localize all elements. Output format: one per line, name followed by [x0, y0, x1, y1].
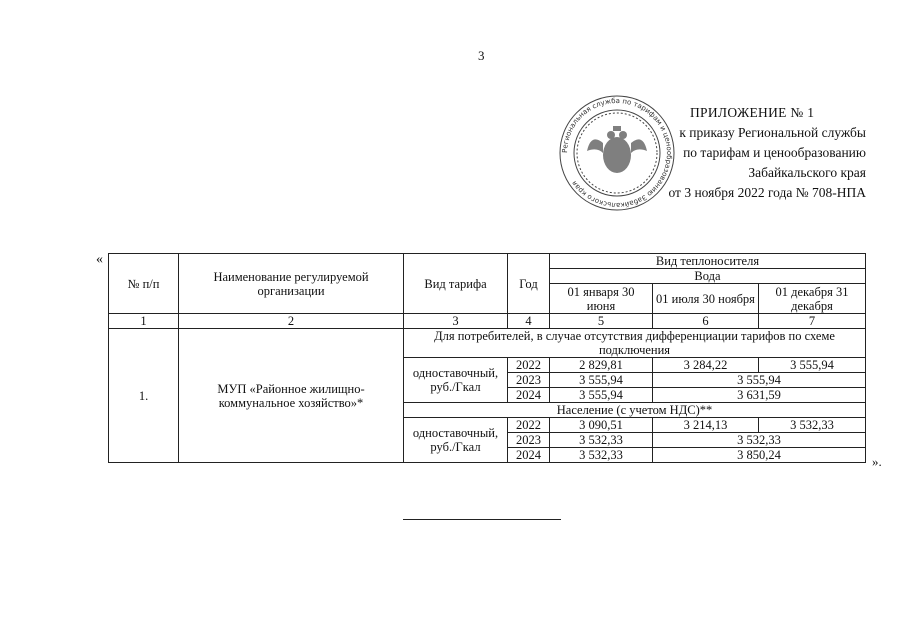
- tariff-type: одноставочный, руб./Гкал: [404, 418, 508, 463]
- value-cell: 2 829,81: [550, 358, 653, 373]
- column-number: 4: [508, 314, 550, 329]
- value-cell: 3 631,59: [653, 388, 866, 403]
- column-number: 2: [179, 314, 404, 329]
- row-number: 1.: [109, 329, 179, 463]
- tariff-table: [108, 253, 866, 463]
- value-cell: 3 532,33: [550, 433, 653, 448]
- year-cell: 2023: [508, 433, 550, 448]
- year-cell: 2024: [508, 448, 550, 463]
- header-period: 01 декабря 31 декабря: [759, 284, 866, 314]
- header-num: № п/п: [109, 254, 179, 314]
- year-cell: 2022: [508, 418, 550, 433]
- header-org: Наименование регулируемой организации: [179, 254, 404, 314]
- value-cell: 3 850,24: [653, 448, 866, 463]
- appendix-block: [620, 103, 880, 203]
- stamp-text: Региональная служба по тарифам и ценообразованию Забайкальского края: [560, 96, 674, 210]
- column-number: 5: [550, 314, 653, 329]
- appendix-line: от 3 ноября 2022 года № 708-НПА: [668, 185, 866, 200]
- appendix-line: по тарифам и ценообразованию: [683, 145, 866, 160]
- header-period: 01 июля 30 ноября: [653, 284, 759, 314]
- value-cell: 3 532,33: [759, 418, 866, 433]
- column-number: 7: [759, 314, 866, 329]
- value-cell: 3 555,94: [550, 388, 653, 403]
- header-carrier: Вид теплоносителя: [550, 254, 866, 269]
- opening-quote: «: [96, 252, 103, 267]
- column-number: 6: [653, 314, 759, 329]
- year-cell: 2022: [508, 358, 550, 373]
- year-cell: 2024: [508, 388, 550, 403]
- value-cell: 3 532,33: [550, 448, 653, 463]
- value-cell: 3 284,22: [653, 358, 759, 373]
- header-tariff-type: Вид тарифа: [404, 254, 508, 314]
- year-cell: 2023: [508, 373, 550, 388]
- page-number: 3: [478, 48, 485, 63]
- value-cell: 3 214,13: [653, 418, 759, 433]
- header-water: Вода: [550, 269, 866, 284]
- value-cell: 3 090,51: [550, 418, 653, 433]
- value-cell: 3 555,94: [759, 358, 866, 373]
- header-year: Год: [508, 254, 550, 314]
- appendix-line: к приказу Региональной службы: [679, 125, 866, 140]
- closing-quote: ».: [872, 454, 882, 469]
- organization-name: МУП «Районное жилищно-коммунальное хозяйство»*: [179, 329, 404, 463]
- value-cell: 3 555,94: [550, 373, 653, 388]
- column-number: 3: [404, 314, 508, 329]
- section-title: Для потребителей, в случае отсутствия дифференциации тарифов по схеме подключения: [404, 329, 866, 358]
- tariff-type: одноставочный, руб./Гкал: [404, 358, 508, 403]
- value-cell: 3 532,33: [653, 433, 866, 448]
- header-period: 01 января 30 июня: [550, 284, 653, 314]
- column-number: 1: [109, 314, 179, 329]
- value-cell: 3 555,94: [653, 373, 866, 388]
- section-title: Население (с учетом НДС)**: [404, 403, 866, 418]
- divider-line: [403, 519, 561, 520]
- appendix-line: Забайкальского края: [748, 165, 866, 180]
- appendix-title: ПРИЛОЖЕНИЕ № 1: [690, 105, 815, 120]
